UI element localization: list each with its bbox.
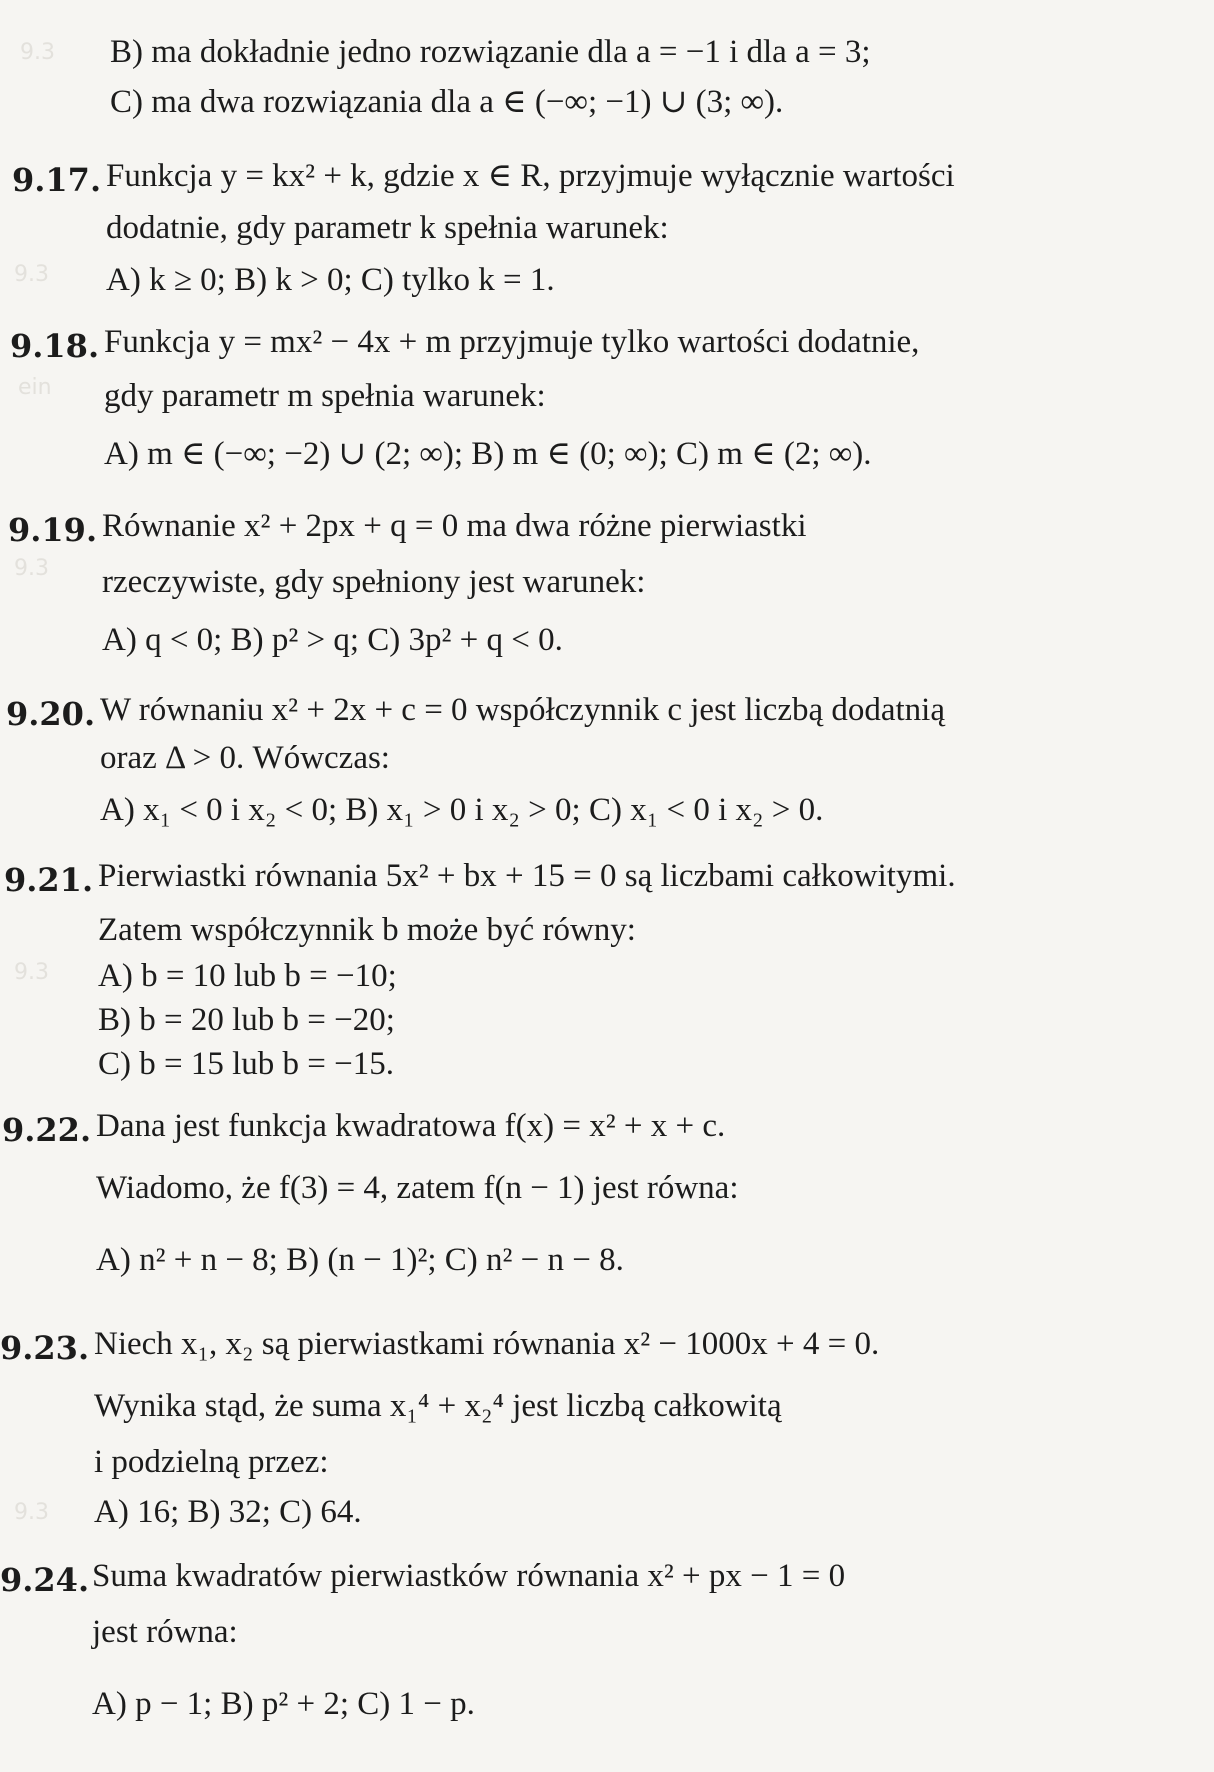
problem-text: Równanie x² + 2px + q = 0 ma dwa różne pierwiastki bbox=[102, 508, 807, 544]
problem-number: 9.21. bbox=[4, 861, 94, 899]
answer-options: A) n² + n − 8; B) (n − 1)²; C) n² − n − 8. bbox=[96, 1242, 624, 1278]
problem-text: Niech x₁, x₂ są pierwiastkami równania x² − 1000x + 4 = 0. bbox=[94, 1326, 880, 1362]
answer-option: A) b = 10 lub b = −10; bbox=[98, 958, 397, 994]
problem-number: 9.18. bbox=[10, 327, 100, 365]
problem-text: jest równa: bbox=[92, 1614, 238, 1650]
bleed-through-mark: 9.3 bbox=[14, 1500, 49, 1525]
problem-text: W równaniu x² + 2x + c = 0 współczynnik c jest liczbą dodatnią bbox=[100, 692, 945, 728]
problem-number: 9.20. bbox=[6, 695, 96, 733]
problem-text: Funkcja y = kx² + k, gdzie x ∈ R, przyjmuje wyłącznie wartości bbox=[106, 158, 955, 194]
problem-text: rzeczywiste, gdy spełniony jest warunek: bbox=[102, 564, 646, 600]
problem-text: dodatnie, gdy parametr k spełnia warunek: bbox=[106, 210, 669, 246]
problem-text: gdy parametr m spełnia warunek: bbox=[104, 378, 546, 414]
bleed-through-mark: 9.3 bbox=[14, 556, 49, 581]
problem-number: 9.23. bbox=[0, 1329, 90, 1367]
problem-text: Wynika stąd, że suma x₁⁴ + x₂⁴ jest liczbą całkowitą bbox=[94, 1388, 782, 1424]
problem-text: i podzielną przez: bbox=[94, 1444, 329, 1480]
answer-options: A) m ∈ (−∞; −2) ∪ (2; ∞); B) m ∈ (0; ∞); C) m ∈ (2; ∞). bbox=[104, 436, 872, 472]
answer-options: A) p − 1; B) p² + 2; C) 1 − p. bbox=[92, 1686, 475, 1722]
problem-text: Funkcja y = mx² − 4x + m przyjmuje tylko wartości dodatnie, bbox=[104, 324, 920, 360]
answer-option: C) b = 15 lub b = −15. bbox=[98, 1046, 395, 1082]
answer-options: A) k ≥ 0; B) k > 0; C) tylko k = 1. bbox=[106, 262, 555, 298]
text-line: C) ma dwa rozwiązania dla a ∈ (−∞; −1) ∪ (3; ∞). bbox=[110, 84, 784, 120]
problem-text: Pierwiastki równania 5x² + bx + 15 = 0 są liczbami całkowitymi. bbox=[98, 858, 956, 894]
problem-text: Wiadomo, że f(3) = 4, zatem f(n − 1) jest równa: bbox=[96, 1170, 739, 1206]
answer-options: A) q < 0; B) p² > q; C) 3p² + q < 0. bbox=[102, 622, 563, 658]
problem-text: Dana jest funkcja kwadratowa f(x) = x² + x + c. bbox=[96, 1108, 726, 1144]
answer-option: B) b = 20 lub b = −20; bbox=[98, 1002, 395, 1038]
problem-number: 9.24. bbox=[0, 1561, 90, 1599]
text-line: B) ma dokładnie jedno rozwiązanie dla a = −1 i dla a = 3; bbox=[110, 34, 871, 70]
problem-number: 9.17. bbox=[12, 161, 102, 199]
bleed-through-mark: 9.3 bbox=[14, 262, 49, 287]
problem-text: Suma kwadratów pierwiastków równania x² + px − 1 = 0 bbox=[92, 1558, 846, 1594]
problem-text: oraz Δ > 0. Wówczas: bbox=[100, 740, 390, 776]
answer-options: A) x₁ < 0 i x₂ < 0; B) x₁ > 0 i x₂ > 0; C) x₁ < 0 i x₂ > 0. bbox=[100, 792, 824, 828]
problem-text: Zatem współczynnik b może być równy: bbox=[98, 912, 636, 948]
answer-options: A) 16; B) 32; C) 64. bbox=[94, 1494, 362, 1530]
bleed-through-mark: 9.3 bbox=[20, 40, 55, 65]
bleed-through-mark: 9.3 bbox=[14, 960, 49, 985]
problem-number: 9.19. bbox=[8, 511, 98, 549]
bleed-through-mark: ein bbox=[18, 375, 52, 400]
problem-number: 9.22. bbox=[2, 1111, 92, 1149]
